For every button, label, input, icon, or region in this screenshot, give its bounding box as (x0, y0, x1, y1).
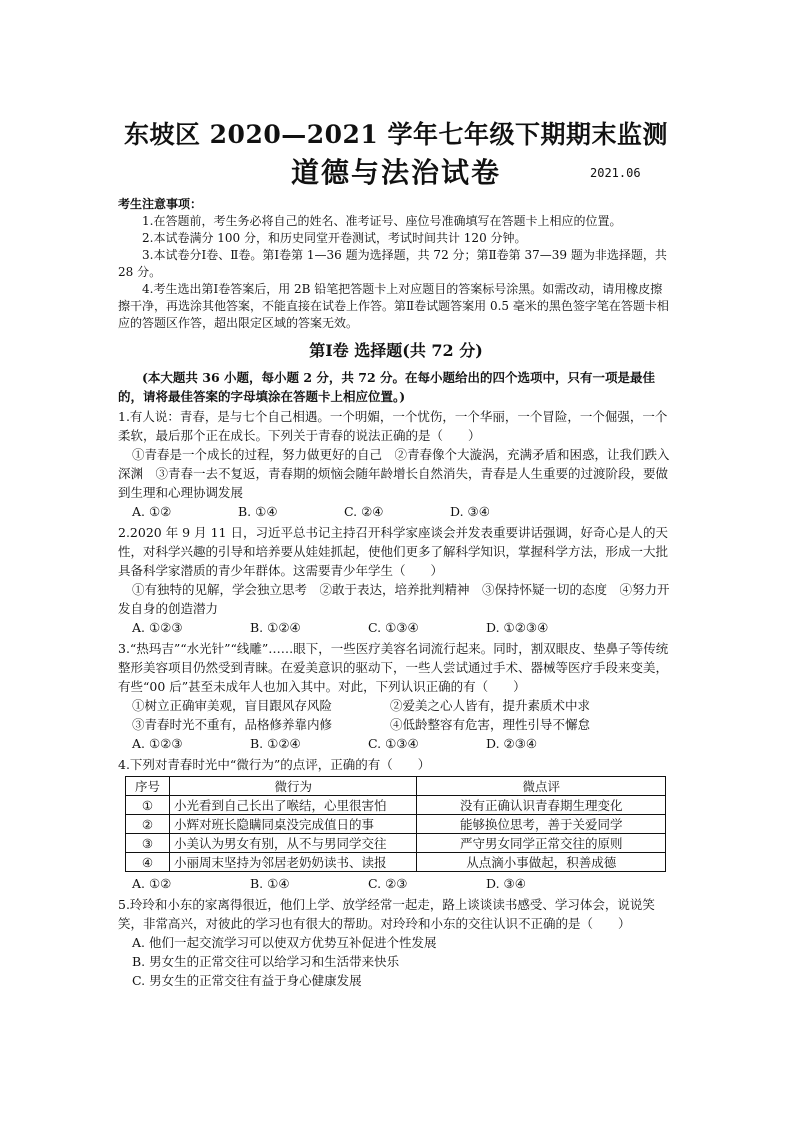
choice-c: C. ②④ (344, 504, 384, 519)
option-c: C. 男女生的正常交往有益于身心健康发展 (132, 973, 362, 988)
question-stem: 1.有人说：青春，是与七个自己相遇。一个明媚，一个忧伤，一个华丽，一个冒险，一个倔强，一个柔软，最后那个正在成长。下列关于青春的说法正确的是（ ） (118, 409, 668, 443)
answer-choices (118, 618, 674, 638)
statement: ②爱美之心人皆有，提升素质术中求 (390, 698, 591, 713)
note-item: 1.在答题前，考生务必将自己的姓名、准考证号、座位号准确填写在答题卡上相应的位置。 (142, 214, 622, 228)
choice-a: A. ①② (132, 504, 172, 519)
question-2 (118, 523, 674, 638)
choice-a: A. ①②③ (132, 736, 183, 751)
choice-a: A. ①②③ (132, 620, 183, 635)
table-cell: 没有正确认识青春期生理变化 (417, 796, 666, 815)
choice-c: C. ①③④ (368, 736, 419, 751)
behavior-table (125, 776, 666, 872)
statement: ③青春时光不重有，品格修养靠内修 (132, 717, 333, 732)
choice-b: B. ①④ (238, 504, 278, 519)
table-row (126, 853, 666, 872)
choice-d: D. ③④ (486, 876, 526, 891)
statement-row (118, 696, 674, 715)
notes-title: 考生注意事项： (118, 197, 203, 211)
question-1 (118, 407, 674, 522)
question-stem: 4.下列对青春时光中“微行为”的点评，正确的有（ ） (118, 757, 431, 772)
answer-choices (118, 734, 674, 754)
choice-a: A. ①② (132, 876, 172, 891)
table-cell: 从点滴小事做起，积善成德 (417, 853, 666, 872)
question-stem: 3.“热玛吉”“水光针”“线雕”……眼下，一些医疗美容名词流行起来。同时，割双眼皮、垫鼻子等传统整形美容项目仍然受到青睐。在爱美意识的驱动下，一些人尝试通过手术、器械等医疗手段来变美，有些“00 后”甚至未成年人也加入其中。对此，下列认识正确的有（ ） (118, 641, 669, 694)
exam-title-line1: 东坡区 2020—2021 学年七年级下期期末监测 (123, 120, 669, 149)
question-4 (118, 755, 674, 894)
exam-notes (118, 196, 674, 332)
choice-d: D. ③④ (450, 504, 490, 519)
table-cell: 小丽周末坚持为邻居老奶奶读书、读报 (169, 853, 417, 872)
question-5 (118, 895, 674, 990)
exam-page (118, 118, 674, 990)
title-row (118, 152, 674, 194)
question-stem: 2.2020 年 9 月 11 日，习近平总书记主持召开科学家座谈会并发表重要讲话强调，好奇心是人的天性，对科学兴趣的引导和培养要从娃娃抓起，使他们更多了解科学知识，掌握科学方法，形成一大批具备科学家潜质的青少年群体。这需要青少年学生（ ） (118, 525, 669, 578)
question-statements: ①有独特的见解，学会独立思考 ②敢于表达，培养批判精神 ③保持怀疑一切的态度 ④努力开发自身的创造潜力 (118, 582, 670, 616)
option-b: B. 男女生的正常交往可以给学习和生活带来快乐 (132, 954, 400, 969)
table-cell: ① (126, 796, 170, 815)
table-cell: 能够换位思考，善于关爱同学 (417, 815, 666, 834)
option-a: A. 他们一起交流学习可以使双方优势互补促进个性发展 (132, 935, 437, 950)
choice-d: D. ①②③④ (486, 620, 549, 635)
note-item: 2.本试卷满分 100 分，和历史同堂开卷测试，考试时间共计 120 分钟。 (142, 231, 527, 245)
table-header-row (126, 777, 666, 796)
statement: ①树立正确审美观，盲目跟风存风险 (132, 698, 333, 713)
table-cell: 小光看到自己长出了喉结，心里很害怕 (169, 796, 417, 815)
table-row (126, 796, 666, 815)
question-3 (118, 639, 674, 754)
answer-choices (118, 502, 674, 522)
table-header: 序号 (126, 777, 170, 796)
exam-title-line2: 道德与法治试卷 (290, 156, 501, 189)
choice-b: B. ①②④ (250, 620, 301, 635)
choice-c: C. ②③ (368, 876, 408, 891)
table-row (126, 834, 666, 853)
statement: ④低龄整容有危害，理性引导不懈怠 (390, 717, 591, 732)
table-cell: ④ (126, 853, 170, 872)
question-statements: ①青春是一个成长的过程，努力做更好的自己 ②青春像个大漩涡，充满矛盾和困惑，让我们跌入深渊 ③青春一去不复返，青春期的烦恼会随年龄增长自然消失，青春是人生重要的过渡阶段，要做到生理和心理协调发展 (118, 447, 670, 500)
answer-choices (118, 874, 674, 894)
choice-d: D. ②③④ (486, 736, 538, 751)
table-header: 微行为 (169, 777, 417, 796)
exam-date: 2021.06 (590, 166, 641, 180)
choice-b: B. ①④ (250, 876, 290, 891)
table-cell: 小美认为男女有别，从不与男同学交往 (169, 834, 417, 853)
statement-row (118, 715, 674, 734)
table-cell: ② (126, 815, 170, 834)
table-cell: ③ (126, 834, 170, 853)
choice-b: B. ①②④ (250, 736, 301, 751)
question-stem: 5.玲玲和小东的家离得很近，他们上学、放学经常一起走，路上谈谈读书感受、学习体会，说说笑笑，非常高兴，对彼此的学习也有很大的帮助。对玲玲和小东的交往认识不正确的是（ ） (118, 897, 655, 931)
note-item: 4.考生选出第Ⅰ卷答案后，用 2B 铅笔把答题卡上对应题目的答案标号涂黑。如需改动，请用橡皮擦擦干净，再选涂其他答案，不能直接在试卷上作答。第Ⅱ卷试题答案用 0.5 毫米的黑色签字笔在答题卡相应的答题区作答，超出限定区域的答案无效。 (118, 282, 669, 330)
table-header: 微点评 (417, 777, 666, 796)
table-cell: 小辉对班长隐瞒同桌没完成值日的事 (169, 815, 417, 834)
section-title: 第Ⅰ卷 选择题(共 72 分) (309, 341, 483, 360)
table-cell: 严守男女同学正常交往的原则 (417, 834, 666, 853)
section-instructions: (本大题共 36 小题，每小题 2 分，共 72 分。在每小题给出的四个选项中，只有一项是最佳的，请将最佳答案的字母填涂在答题卡上相应位置。) (118, 370, 656, 404)
note-item: 3.本试卷分Ⅰ卷、Ⅱ卷。第Ⅰ卷第 1—36 题为选择题，共 72 分；第Ⅱ卷第 37—39 题为非选择题，共 28 分。 (118, 248, 667, 279)
choice-c: C. ①③④ (368, 620, 419, 635)
table-row (126, 815, 666, 834)
